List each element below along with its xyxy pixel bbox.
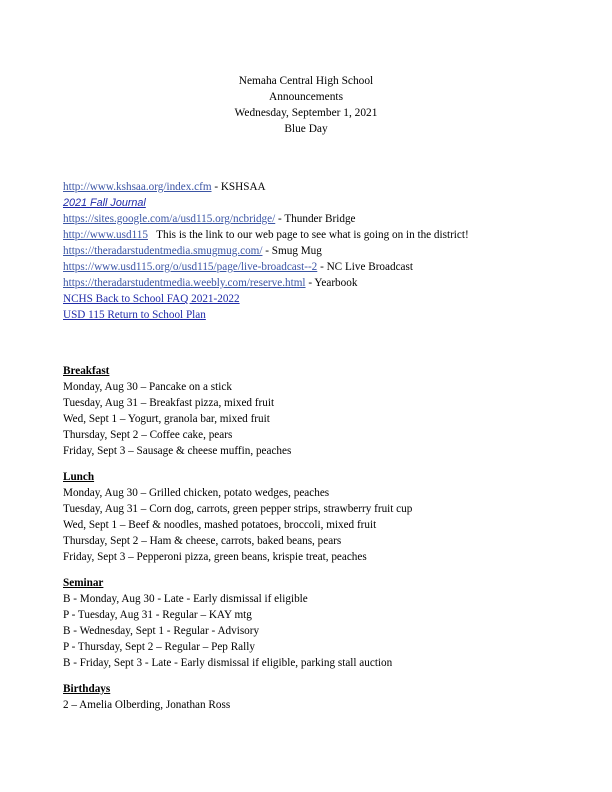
link-row-kshsaa bbox=[63, 179, 603, 195]
menu-item: Thursday, Sept 2 – Ham & cheese, carrots, baked beans, pears bbox=[63, 535, 342, 547]
link-row-fall-journal bbox=[63, 195, 603, 211]
schedule-item: P - Thursday, Sept 2 – Regular – Pep Rally bbox=[63, 641, 255, 653]
menu-item: Monday, Aug 30 – Grilled chicken, potato wedges, peaches bbox=[63, 487, 330, 499]
link-row-smugmug bbox=[63, 243, 603, 259]
announcement-date: Wednesday, September 1, 2021 bbox=[234, 107, 378, 119]
birthdays-section bbox=[63, 681, 603, 713]
schedule-item: P - Tuesday, Aug 31 - Regular – KAY mtg bbox=[63, 609, 252, 621]
schedule-item: B - Friday, Sept 3 - Late - Early dismissal if eligible, parking stall auction bbox=[63, 657, 393, 669]
link-row-yearbook bbox=[63, 275, 603, 291]
menu-item: Wed, Sept 1 – Yogurt, granola bar, mixed fruit bbox=[63, 413, 270, 425]
links-list bbox=[63, 179, 603, 323]
document-header bbox=[0, 73, 612, 137]
link-row-live-broadcast bbox=[63, 259, 603, 275]
school-name: Nemaha Central High School bbox=[238, 75, 374, 87]
menu-item: Friday, Sept 3 – Sausage & cheese muffin, peaches bbox=[63, 445, 292, 457]
day-color: Blue Day bbox=[284, 123, 328, 135]
section-title: Birthdays bbox=[63, 683, 111, 695]
breakfast-section bbox=[63, 363, 603, 459]
schedule-item: B - Monday, Aug 30 - Late - Early dismissal if eligible bbox=[63, 593, 308, 605]
link-row-usd115 bbox=[63, 227, 603, 243]
live-broadcast-link[interactable]: https://www.usd115.org/o/usd115/page/live-broadcast--2 bbox=[63, 261, 318, 273]
back-to-school-faq-link[interactable]: NCHS Back to School FAQ 2021-2022 bbox=[63, 293, 240, 305]
return-to-school-plan-link[interactable]: USD 115 Return to School Plan bbox=[63, 309, 206, 321]
section-title: Lunch bbox=[63, 471, 95, 483]
menu-item: Friday, Sept 3 – Pepperoni pizza, green beans, krispie treat, peaches bbox=[63, 551, 367, 563]
link-description: - Thunder Bridge bbox=[275, 213, 356, 225]
menu-item: Monday, Aug 30 – Pancake on a stick bbox=[63, 381, 232, 393]
kshsaa-link[interactable]: http://www.kshsaa.org/index.cfm bbox=[63, 181, 212, 193]
fall-journal-link[interactable]: 2021 Fall Journal bbox=[63, 197, 146, 209]
schedule-item: B - Wednesday, Sept 1 - Regular - Advisory bbox=[63, 625, 260, 637]
link-description: This is the link to our web page to see what is going on in the district! bbox=[147, 229, 469, 241]
lunch-section bbox=[63, 469, 603, 565]
link-row-back-to-school-faq bbox=[63, 291, 603, 307]
menu-item: Wed, Sept 1 – Beef & noodles, mashed potatoes, broccoli, mixed fruit bbox=[63, 519, 377, 531]
link-description: - NC Live Broadcast bbox=[317, 261, 413, 273]
birthday-item: 2 – Amelia Olberding, Jonathan Ross bbox=[63, 699, 231, 711]
section-title: Seminar bbox=[63, 577, 104, 589]
menu-item: Tuesday, Aug 31 – Corn dog, carrots, green pepper strips, strawberry fruit cup bbox=[63, 503, 413, 515]
link-row-thunder-bridge bbox=[63, 211, 603, 227]
document-title: Announcements bbox=[268, 91, 344, 103]
link-description: - Yearbook bbox=[305, 277, 358, 289]
link-row-return-to-school bbox=[63, 307, 603, 323]
usd115-link[interactable]: http://www.usd115 bbox=[63, 229, 148, 241]
thunder-bridge-link[interactable]: https://sites.google.com/a/usd115.org/ncbridge/ bbox=[63, 213, 276, 225]
seminar-section bbox=[63, 575, 603, 671]
link-description: - KSHSAA bbox=[211, 181, 266, 193]
section-title: Breakfast bbox=[63, 365, 110, 377]
smugmug-link[interactable]: https://theradarstudentmedia.smugmug.com/ bbox=[63, 245, 263, 257]
menu-item: Tuesday, Aug 31 – Breakfast pizza, mixed fruit bbox=[63, 397, 275, 409]
menu-item: Thursday, Sept 2 – Coffee cake, pears bbox=[63, 429, 233, 441]
yearbook-link[interactable]: https://theradarstudentmedia.weebly.com/reserve.html bbox=[63, 277, 306, 289]
link-description: - Smug Mug bbox=[262, 245, 322, 257]
